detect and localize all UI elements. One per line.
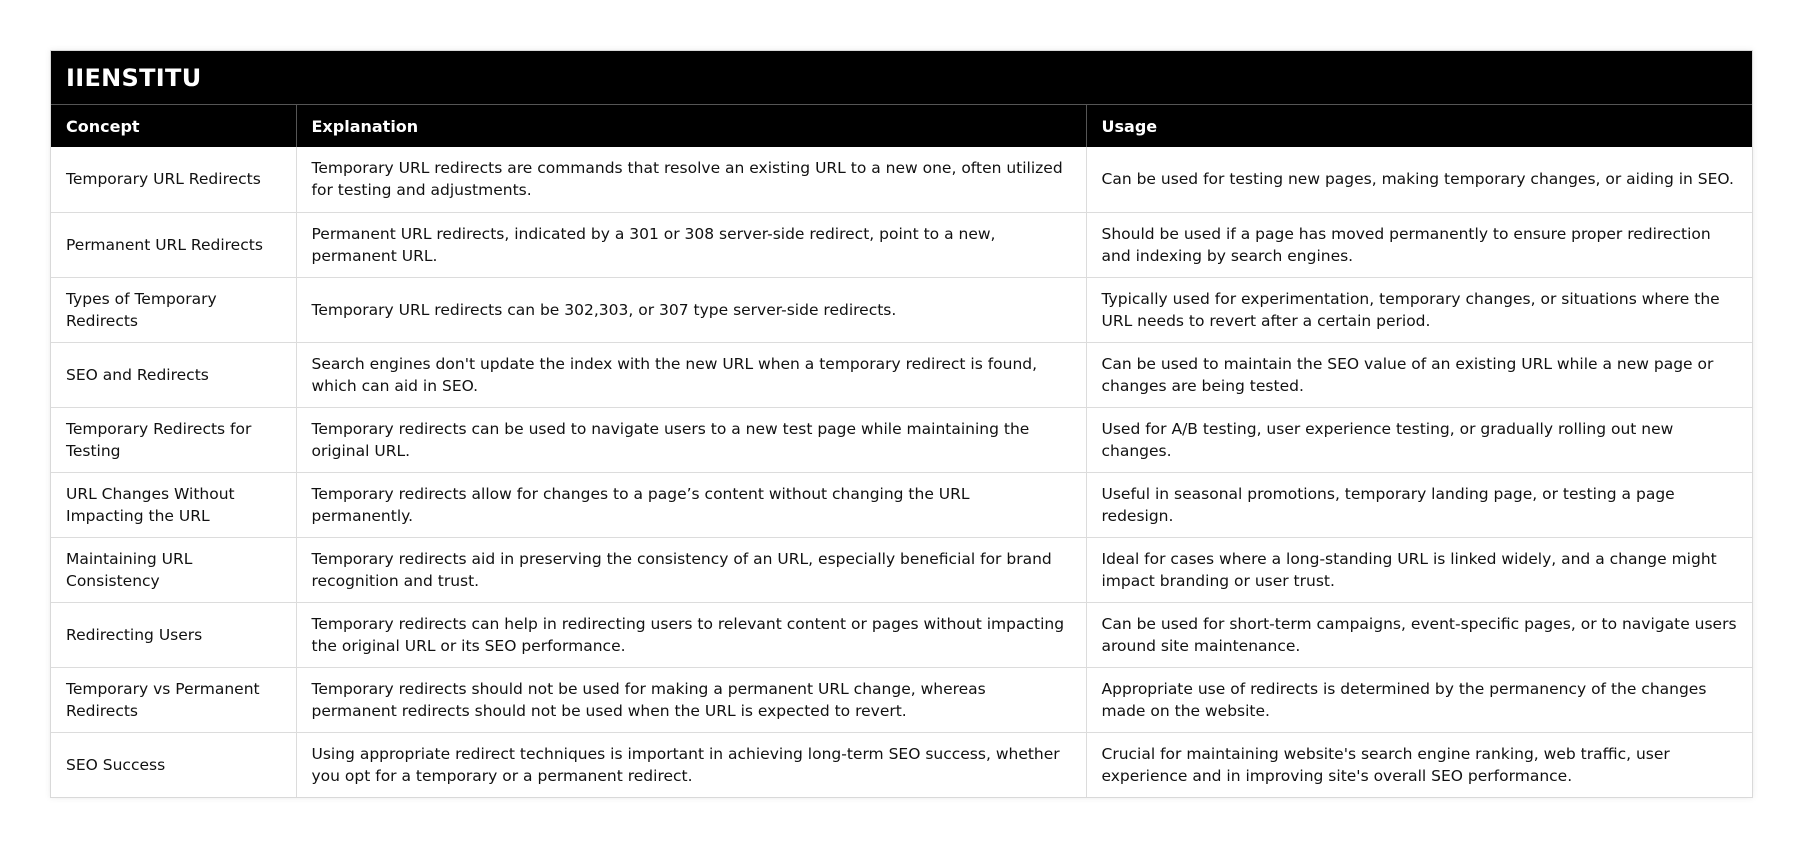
cell-usage: Can be used for short-term campaigns, event-specific pages, or to navigate users around site maintenance. bbox=[1086, 602, 1752, 667]
cell-concept: Temporary vs Permanent Redirects bbox=[51, 667, 296, 732]
cell-explanation: Temporary URL redirects are commands that resolve an existing URL to a new one, often utilized for testing and adjustments. bbox=[296, 147, 1086, 212]
cell-usage: Used for A/B testing, user experience testing, or gradually rolling out new changes. bbox=[1086, 407, 1752, 472]
cell-concept: Maintaining URL Consistency bbox=[51, 537, 296, 602]
header-explanation: Explanation bbox=[296, 105, 1086, 147]
cell-concept: SEO Success bbox=[51, 732, 296, 797]
cell-usage: Useful in seasonal promotions, temporary landing page, or testing a page redesign. bbox=[1086, 472, 1752, 537]
cell-concept: Redirecting Users bbox=[51, 602, 296, 667]
header-row bbox=[51, 105, 1752, 147]
header-concept: Concept bbox=[51, 105, 296, 147]
cell-explanation: Temporary URL redirects can be 302,303, or 307 type server-side redirects. bbox=[296, 277, 1086, 342]
brand-title: IIENSTITU bbox=[51, 51, 1752, 105]
table-row bbox=[51, 602, 1752, 667]
concept-table bbox=[51, 105, 1752, 797]
table-header bbox=[51, 105, 1752, 147]
cell-explanation: Temporary redirects aid in preserving the consistency of an URL, especially beneficial for brand recognition and trust. bbox=[296, 537, 1086, 602]
cell-explanation: Temporary redirects allow for changes to a page’s content without changing the URL permanently. bbox=[296, 472, 1086, 537]
cell-usage: Crucial for maintaining website's search engine ranking, web traffic, user experience and in improving site's overall SEO performance. bbox=[1101, 744, 1670, 785]
table-row bbox=[51, 537, 1752, 602]
cell-explanation: Temporary redirects should not be used for making a permanent URL change, whereas permanent redirects should not be used when the URL is expected to revert. bbox=[296, 667, 1086, 732]
cell-usage: Appropriate use of redirects is determined by the permanency of the changes made on the website. bbox=[1086, 667, 1752, 732]
cell-usage: Can be used to maintain the SEO value of an existing URL while a new page or changes are being tested. bbox=[1086, 342, 1752, 407]
table-row bbox=[51, 472, 1752, 537]
cell-concept: SEO and Redirects bbox=[51, 342, 296, 407]
cell-usage: Should be used if a page has moved permanently to ensure proper redirection and indexing by search engines. bbox=[1086, 212, 1752, 277]
cell-concept: Permanent URL Redirects bbox=[51, 212, 296, 277]
cell-usage: Ideal for cases where a long-standing URL is linked widely, and a change might impact branding or user trust. bbox=[1086, 537, 1752, 602]
cell-concept: URL Changes Without Impacting the URL bbox=[51, 472, 296, 537]
table-row bbox=[51, 147, 1752, 212]
cell-explanation: Using appropriate redirect techniques is important in achieving long-term SEO success, whether you opt for a temporary or a permanent redirect. bbox=[296, 732, 1086, 797]
table-body bbox=[51, 147, 1752, 797]
cell-explanation: Permanent URL redirects, indicated by a 301 or 308 server-side redirect, point to a new, permanent URL. bbox=[296, 212, 1086, 277]
table-row bbox=[51, 277, 1752, 342]
content-table-card bbox=[50, 50, 1753, 798]
header-usage: Usage bbox=[1086, 105, 1752, 147]
table-row bbox=[51, 667, 1752, 732]
table-row bbox=[51, 212, 1752, 277]
table-row bbox=[51, 342, 1752, 407]
cell-usage: Typically used for experimentation, temporary changes, or situations where the URL needs to revert after a certain period. bbox=[1086, 277, 1752, 342]
cell-concept: Temporary Redirects for Testing bbox=[51, 407, 296, 472]
cell-concept: Temporary URL Redirects bbox=[51, 147, 296, 212]
cell-explanation: Temporary redirects can be used to navigate users to a new test page while maintaining the original URL. bbox=[296, 407, 1086, 472]
cell-explanation: Temporary redirects can help in redirecting users to relevant content or pages without impacting the original URL or its SEO performance. bbox=[296, 602, 1086, 667]
table-row bbox=[51, 407, 1752, 472]
cell-explanation: Search engines don't update the index with the new URL when a temporary redirect is found, which can aid in SEO. bbox=[296, 342, 1086, 407]
cell-usage: Can be used for testing new pages, making temporary changes, or aiding in SEO. bbox=[1086, 147, 1752, 212]
table-row bbox=[51, 732, 1752, 797]
cell-concept: Types of Temporary Redirects bbox=[51, 277, 296, 342]
